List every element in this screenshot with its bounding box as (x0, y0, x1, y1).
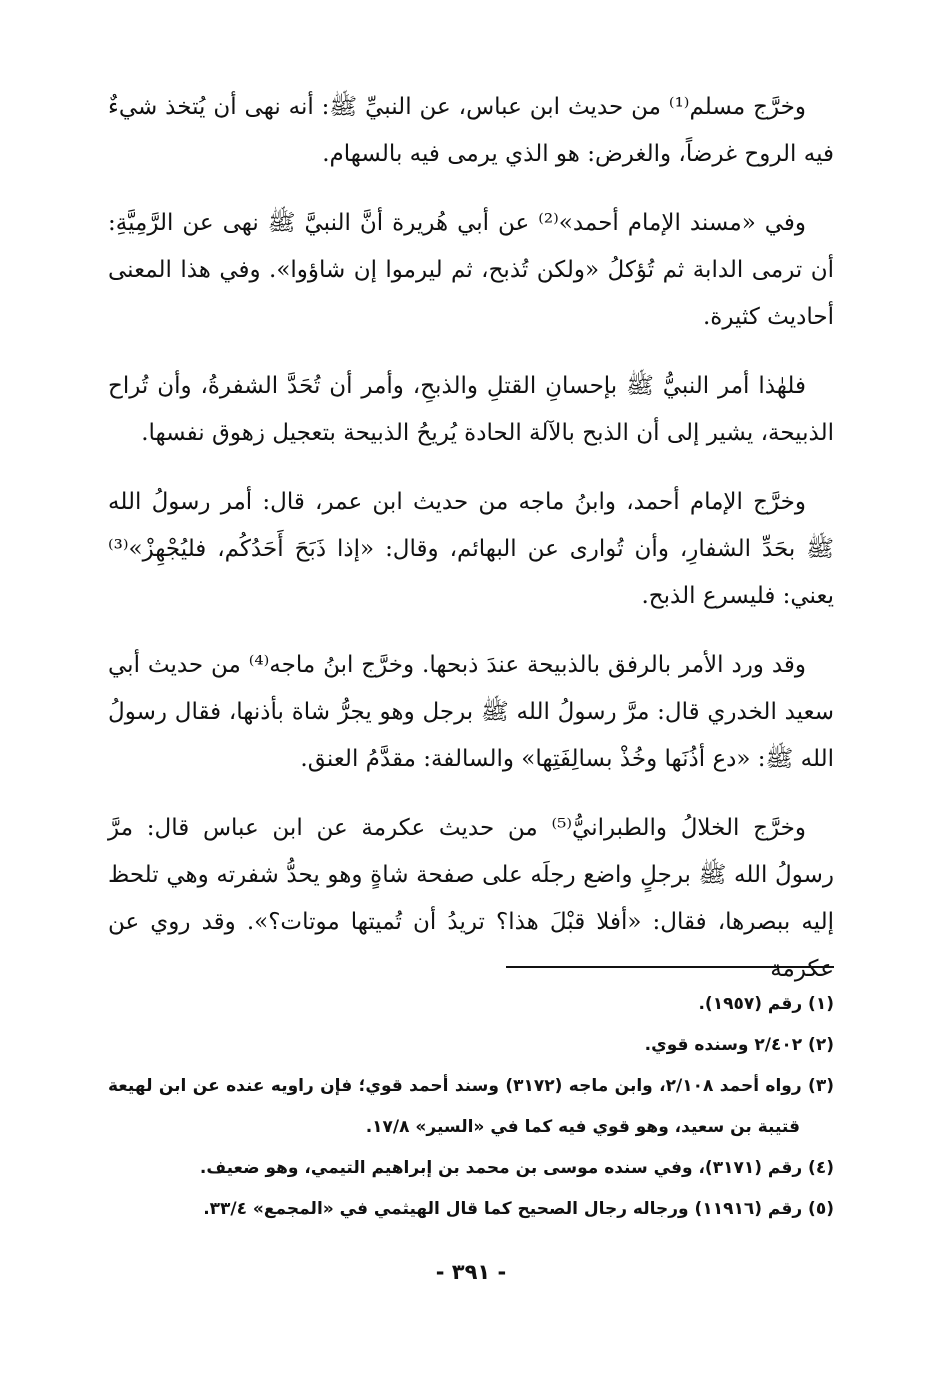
page-body (108, 84, 834, 1314)
paragraph-2: وفي «مسند الإمام أحمد»⁽²⁾ عن أبي هُريرة أنَّ النبيَّ ﷺ نهى عن الرَّمِيَّةِ: أن ترمى الدابة ثم تُؤكلُ «ولكن تُذبح، ثم ليرموا إن شاؤوا». وفي هذا المعنى أحاديث كثيرة. (108, 210, 834, 330)
footnote-4: (٤) رقم (٣١٧١)، وفي سنده موسى بن محمد بن إبراهيم التيمي، وهو ضعيف. (199, 1158, 834, 1178)
footnote-1: (١) رقم (١٩٥٧). (698, 994, 834, 1014)
footnote-separator (506, 966, 834, 968)
footnote-5: (٥) رقم (١١٩١٦) ورجاله رجال الصحيح كما قال الهيثمي في «المجمع» ٣٣/٤. (203, 1199, 834, 1219)
paragraph-6: وخرَّج الخلالُ والطبرانيُّ⁽⁵⁾ من حديث عكرمة عن ابن عباس قال: مرَّ رسولُ الله ﷺ برجلٍ واضع رجلَه على صفحة شاةٍ وهو يحدُّ شفرته وهي تلحظ إليه ببصرها، فقال: «أفلا قبْلَ هذا؟ تريدُ أن تُميتها موتات؟». وقد روي عن عكرمة (108, 815, 834, 982)
paragraph-3: فلهٰذا أمر النبيُّ ﷺ بإحسانِ القتلِ والذبحِ، وأمر أن تُحَدَّ الشفرةُ، وأن تُراح الذبيحة، يشير إلى أن الذبح بالآلة الحادة يُريحُ الذبيحة بتعجيل زهوق نفسها. (108, 373, 834, 446)
paragraph-4: وخرَّج الإمام أحمد، وابنُ ماجه من حديث ابن عمر، قال: أمر رسولُ الله ﷺ بحَدِّ الشفارِ، وأن تُوارى عن البهائم، وقال: «إذا ذَبَحَ أَحَدُكُم، فليُجْهِزْ»⁽³⁾ يعني: فليسرع الذبح. (108, 489, 834, 609)
footnotes (108, 984, 834, 1230)
page-number: - ٣٩١ - (435, 1260, 507, 1284)
paragraph-1: وخرَّج مسلم⁽¹⁾ من حديث ابن عباس، عن النبيِّ ﷺ: أنه نهى أن يُتخذ شيءٌ فيه الروح غرضاً، والغرض: هو الذي يرمى فيه بالسهام. (108, 94, 834, 167)
footnote-2: (٢) ٢/٤٠٢ وسنده قوي. (644, 1035, 834, 1055)
footnote-3: (٣) رواه أحمد ٢/١٠٨، وابن ماجه (٣١٧٢) وسند أحمد قوي؛ فإن راويه عنده عن ابن لهيعة قتيبة بن سعيد، وهو قوي فيه كما في «السير» ١٧/٨. (108, 1076, 834, 1137)
paragraph-5: وقد ورد الأمر بالرفق بالذبيحة عندَ ذبحها. وخرَّج ابنُ ماجه⁽⁴⁾ من حديث أبي سعيد الخدري قال: مرَّ رسولُ الله ﷺ برجل وهو يجرُّ شاة بأذنها، فقال رسولُ الله ﷺ: «دع أذُنَها وخُذْ بسالِفَتِها» والسالفة: مقدَّمُ العنق. (108, 652, 834, 772)
